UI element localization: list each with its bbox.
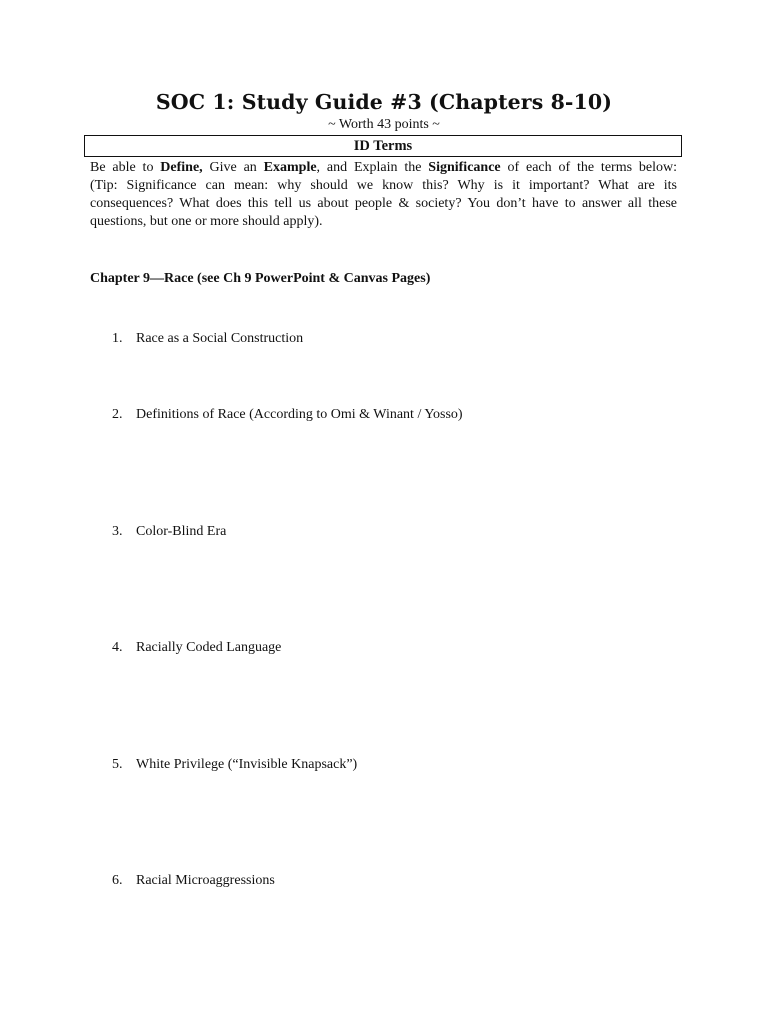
term-item-2 (112, 406, 463, 424)
instructions-significance: Significance (428, 160, 501, 175)
page-title: SOC 1: Study Guide #3 (Chapters 8-10) (155, 90, 613, 114)
term-number: 6. (112, 873, 123, 888)
term-label: Race as a Social Construction (136, 331, 304, 346)
instructions-paragraph (90, 159, 677, 231)
term-item-1 (112, 330, 303, 348)
id-terms-heading: ID Terms (353, 138, 413, 154)
term-number: 5. (112, 757, 123, 772)
term-number: 2. (112, 407, 123, 422)
instructions-example: Example (263, 160, 317, 175)
id-terms-heading-box (84, 135, 682, 157)
term-label: White Privilege (“Invisible Knapsack”) (136, 757, 358, 772)
term-label: Color-Blind Era (136, 524, 227, 539)
term-item-6 (112, 872, 275, 890)
term-item-4 (112, 639, 281, 657)
chapter-heading: Chapter 9—Race (see Ch 9 PowerPoint & Canvas Pages) (90, 271, 431, 286)
instructions-text-4: of each of the terms below: (500, 160, 677, 175)
term-label: Racial Microaggressions (136, 873, 275, 888)
term-label: Racially Coded Language (136, 640, 282, 655)
instructions-text-2: Give an (202, 160, 264, 175)
instructions-text-1: Be able to (90, 160, 161, 175)
term-label: Definitions of Race (According to Omi & Winant / Yosso) (136, 407, 463, 422)
term-item-5 (112, 756, 357, 774)
instructions-line (90, 159, 677, 177)
instructions-tip: (Tip: Significance can mean: why should we know this? Why is it important? What are its consequences? What does this tell us about people & society? You don’t have to answer all these questions, but one or more should apply). (90, 178, 677, 229)
term-number: 1. (112, 331, 123, 346)
instructions-text-3: , and Explain the (316, 160, 429, 175)
term-number: 3. (112, 524, 123, 539)
page-subtitle: ~ Worth 43 points ~ (328, 117, 440, 132)
term-item-3 (112, 523, 226, 541)
term-number: 4. (112, 640, 123, 655)
instructions-define: Define, (160, 160, 203, 175)
